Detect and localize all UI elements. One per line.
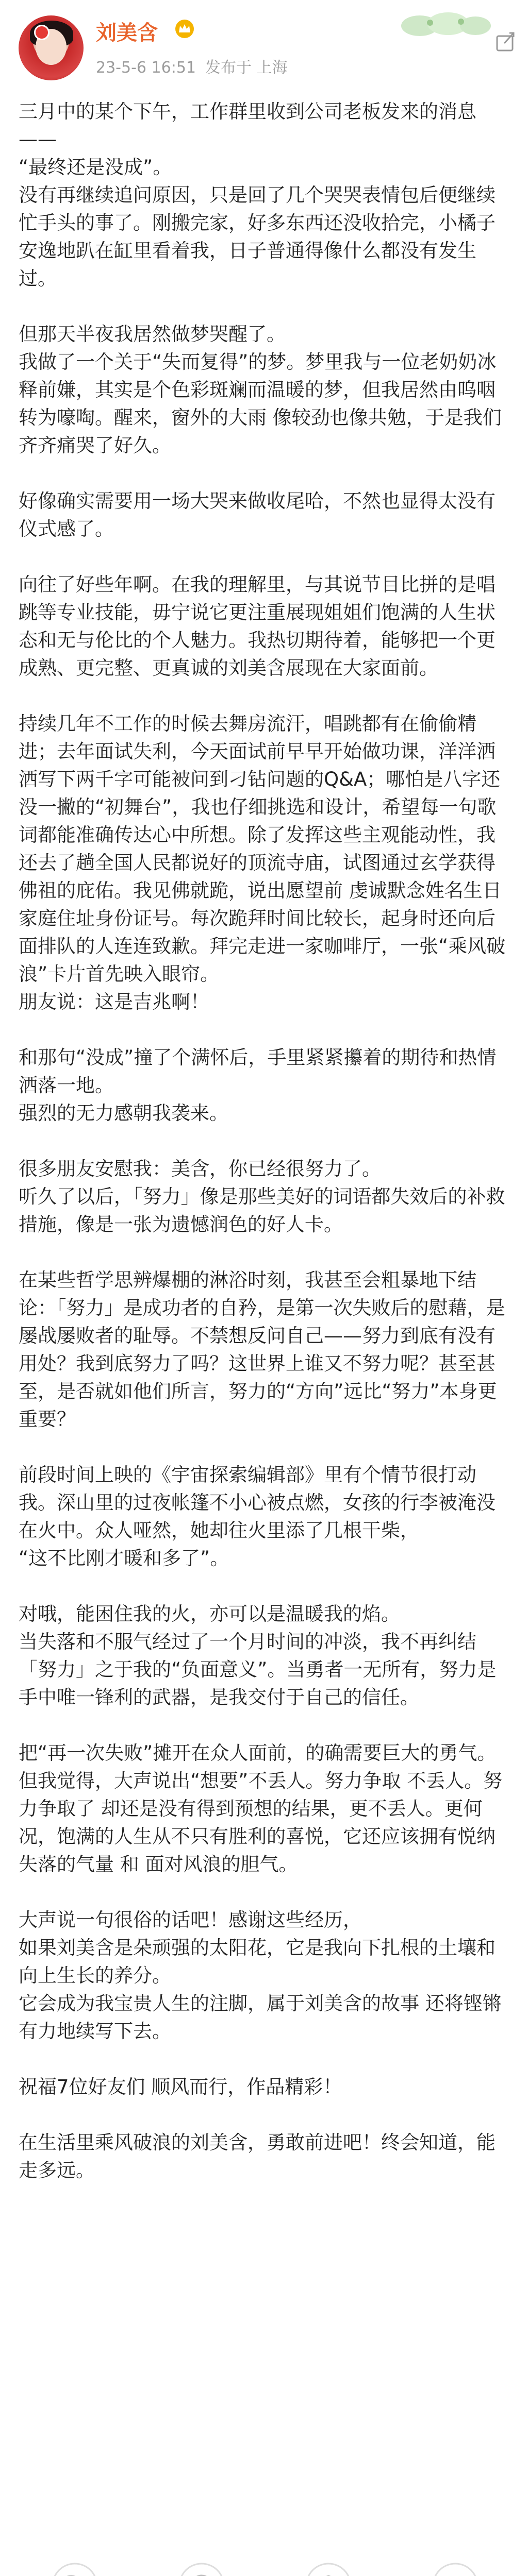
paragraph: 在某些哲学思辨爆棚的淋浴时刻，我甚至会粗暴地下结论：「努力」是成功者的自矜，是第一次失败后的慰藉，是屡战屡败者的耻辱。不禁想反问自己——努力到底有没有用处？我到底努力了吗？这世界上谁又不努力呢？甚至甚至，是否就如他们所言，努力的“方向”远比“努力”本身更重要？ [19, 1269, 505, 1430]
author-name[interactable]: 刘美含 [96, 21, 158, 45]
wechat-share-icon[interactable] [52, 2563, 98, 2576]
moments-share-icon[interactable] [178, 2563, 225, 2576]
qzone-share-icon[interactable] [432, 2563, 478, 2576]
post-meta [96, 55, 297, 77]
paragraph: 很多朋友安慰我：美含，你已经很努力了。 听久了以后，「努力」像是那些美好的词语都失效后的补救措施，像是一张为遗憾润色的好人卡。 [19, 1158, 505, 1235]
paragraph: 在生活里乘风破浪的刘美含，勇敢前进吧！终会知道，能走多远。 [19, 2131, 496, 2181]
avatar-badge [34, 25, 50, 40]
qq-share-icon[interactable] [305, 2563, 352, 2576]
paragraph: 把“再一次失败”摊开在众人面前，的确需要巨大的勇气。 但我觉得，大声说出“想要”不丢人。努力争取 不丢人。努力争取了 却还是没有得到预想的结果，更不丢人。更何况，饱满的人生从不只有胜利的喜悦，它还应该拥有悦纳失落的气量 和 面对风浪的胆气。 [19, 1742, 503, 1875]
paragraph: 前段时间上映的《宇宙探索编辑部》里有个情节很打动我。深山里的过夜帐篷不小心被点燃，女孩的行李被淹没在火中。众人哑然，她却往火里添了几根干柴， “这不比刚才暖和多了”。 [19, 1464, 496, 1569]
paragraph: 但那天半夜我居然做梦哭醒了。 我做了一个关于“失而复得”的梦。梦里我与一位老奶奶冰释前嫌，其实是个色彩斑斓而温暖的梦，但我居然由呜咽转为嚎啕。醒来，窗外的大雨 像较劲也像共勉，于是我们齐齐痛哭了好久。 [19, 323, 502, 456]
post-location: 发布于 上海 [205, 59, 288, 77]
paragraph: 好像确实需要用一场大哭来做收尾哈，不然也显得太没有仪式感了。 [19, 490, 496, 540]
decor-sticker [399, 10, 492, 39]
post-time: 23-5-6 16:51 [96, 59, 196, 77]
paragraph: 三月中的某个下午，工作群里收到公司老板发来的消息—— “最终还是没成”。 没有再继续追问原因，只是回了几个哭哭表情包后便继续忙手头的事了。刚搬完家，好多东西还没收拾完，小橘子安逸地趴在缸里看着我，日子普通得像什么都没有发生过。 [19, 100, 496, 290]
crown-icon [174, 19, 195, 39]
post-body [19, 98, 514, 2212]
share-bar [0, 2540, 528, 2576]
paragraph: 祝福7位好友们 顺风而行，作品精彩！ [19, 2076, 342, 2098]
paragraph: 和那句“没成”撞了个满怀后，手里紧紧攥着的期待和热情洒落一地。 强烈的无力感朝我袭来。 [19, 1046, 497, 1124]
paragraph: 持续几年不工作的时候去舞房流汗，唱跳都有在偷偷精进；去年面试失利，今天面试前早早开始做功课，洋洋洒洒写下两千字可能被问到刁钻问题的Q&A；哪怕是八字还没一撇的“初舞台”，我也仔细挑选和设计，希望每一句歌词都能准确传达心中所想。除了发挥这些主观能动性，我还去了趟全国人民都说好的顶流寺庙，试图通过玄学获得佛祖的庇佑。我见佛就跪，说出愿望前 虔诚默念姓名生日家庭住址身份证号。每次跪拜时间比较长，起身时还向后面排队的人连连致歉。拜完走进一家咖啡厅，一张“乘风破浪”卡片首先映入眼帘。 朋友说：这是吉兆啊！ [19, 713, 506, 1013]
post-header [0, 0, 528, 90]
avatar[interactable] [19, 15, 84, 80]
paragraph: 向往了好些年啊。在我的理解里，与其说节目比拼的是唱跳等专业技能，毋宁说它更注重展现姐姐们饱满的人生状态和无与伦比的个人魅力。我热切期待着，能够把一个更成熟、更完整、更真诚的刘美含展现在大家面前。 [19, 573, 496, 679]
paragraph: 大声说一句很俗的话吧！感谢这些经历， 如果刘美含是朵顽强的太阳花，它是我向下扎根的土壤和向上生长的养分。 它会成为我宝贵人生的注脚，属于刘美含的故事 还将铿锵有力地续写下去。 [19, 1909, 502, 2042]
paragraph: 对哦，能困住我的火，亦可以是温暖我的焰。 当失落和不服气经过了一个月时间的冲淡，我不再纠结「努力」之于我的“负面意义”。当勇者一无所有，努力是手中唯一锋利的武器，是我交付于自己的信任。 [19, 1603, 497, 1708]
more-icon[interactable] [495, 31, 516, 52]
